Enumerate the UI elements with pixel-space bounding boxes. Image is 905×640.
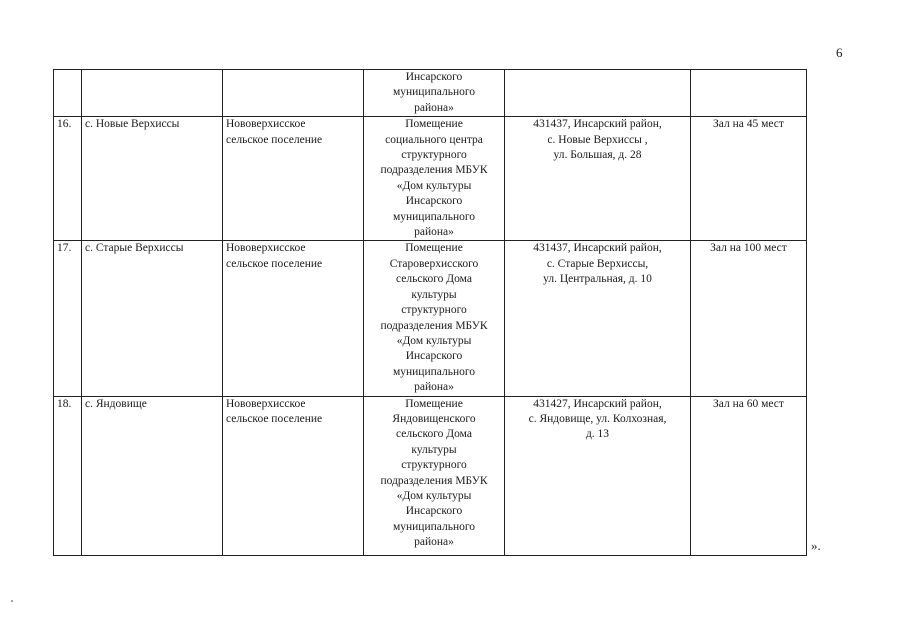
room-cell xyxy=(364,241,505,396)
room-line: культуры xyxy=(411,288,457,301)
room-line: социального центра xyxy=(385,133,483,146)
room-line: «Дом культуры xyxy=(396,489,472,502)
place-cell: с. Новые Верхиссы xyxy=(82,117,223,241)
table-row xyxy=(54,70,807,117)
address-line: 431437, Инсарский район, xyxy=(533,242,662,255)
room-line: Староверхисского xyxy=(389,257,479,270)
address-line: с. Яндовище, ул. Колхозная, xyxy=(528,412,667,425)
settlement-cell xyxy=(223,70,364,117)
settlement-line: Нововерхисское xyxy=(226,242,306,255)
room-line: муниципального xyxy=(392,210,476,223)
room-cell xyxy=(364,70,505,117)
place-cell xyxy=(82,70,223,117)
closing-quote-mark: ». xyxy=(811,538,821,553)
address-cell xyxy=(505,241,691,396)
capacity-cell xyxy=(691,70,807,117)
room-line: Инсарского xyxy=(405,195,463,208)
address-cell xyxy=(505,117,691,241)
room-line: структурного xyxy=(401,304,467,317)
settlement-line: сельское поселение xyxy=(226,133,323,146)
capacity-cell: Зал на 60 мест xyxy=(691,396,807,555)
capacity-cell: Зал на 100 мест xyxy=(691,241,807,396)
table-row xyxy=(54,396,807,555)
polling-stations-table xyxy=(53,69,807,556)
room-cell xyxy=(364,117,505,241)
scan-speck xyxy=(11,600,13,602)
room-line: подразделения МБУК xyxy=(380,319,488,332)
place-cell: с. Яндовище xyxy=(82,396,223,555)
table-row xyxy=(54,117,807,241)
room-line: Помещение xyxy=(405,118,463,131)
room-line: сельского Дома xyxy=(396,428,472,441)
room-line: Помещение xyxy=(405,397,463,410)
room-line: муниципального xyxy=(392,520,476,533)
row-number-cell: 16. xyxy=(54,117,82,241)
place-cell: с. Старые Верхиссы xyxy=(82,241,223,396)
settlement-line: сельское поселение xyxy=(226,412,323,425)
room-line: «Дом культуры xyxy=(396,179,472,192)
row-number-cell xyxy=(54,70,82,117)
capacity-cell: Зал на 45 мест xyxy=(691,117,807,241)
room-line: Инсарского xyxy=(405,350,463,363)
table-row xyxy=(54,241,807,396)
settlement-cell xyxy=(223,396,364,555)
address-cell xyxy=(505,396,691,555)
address-line: с. Новые Верхиссы , xyxy=(547,133,648,146)
room-line: культуры xyxy=(411,443,457,456)
row-number-cell: 18. xyxy=(54,396,82,555)
address-line: ул. Центральная, д. 10 xyxy=(543,273,652,286)
room-line: муниципального xyxy=(392,365,476,378)
room-line: Инсарского xyxy=(405,71,463,83)
row-number-cell: 17. xyxy=(54,241,82,396)
room-line: района» xyxy=(414,226,454,239)
room-line: структурного xyxy=(401,459,467,472)
settlement-cell xyxy=(223,241,364,396)
address-line: 431427, Инсарский район, xyxy=(533,397,662,410)
room-line: подразделения МБУК xyxy=(380,164,488,177)
room-line: Яндовищенского xyxy=(392,412,476,425)
room-line: сельского Дома xyxy=(396,273,472,286)
settlement-line: Нововерхисское xyxy=(226,397,306,410)
room-line: Инсарского xyxy=(405,505,463,518)
address-cell xyxy=(505,70,691,117)
room-line: муниципального xyxy=(392,86,476,99)
page-number: 6 xyxy=(836,45,843,60)
room-line: района» xyxy=(414,381,454,394)
room-line: района» xyxy=(414,536,454,549)
room-line: подразделения МБУК xyxy=(380,474,488,487)
room-line: Помещение xyxy=(405,242,463,255)
settlement-line: Нововерхисское xyxy=(226,118,306,131)
room-line: района» xyxy=(414,101,454,114)
address-line: д. 13 xyxy=(585,428,610,441)
settlement-cell xyxy=(223,117,364,241)
room-line: структурного xyxy=(401,149,467,162)
room-cell xyxy=(364,396,505,555)
address-line: с. Старые Верхиссы, xyxy=(546,257,649,270)
address-line: ул. Большая, д. 28 xyxy=(553,149,642,162)
address-line: 431437, Инсарский район, xyxy=(533,118,662,131)
settlement-line: сельское поселение xyxy=(226,257,323,270)
room-line: «Дом культуры xyxy=(396,334,472,347)
